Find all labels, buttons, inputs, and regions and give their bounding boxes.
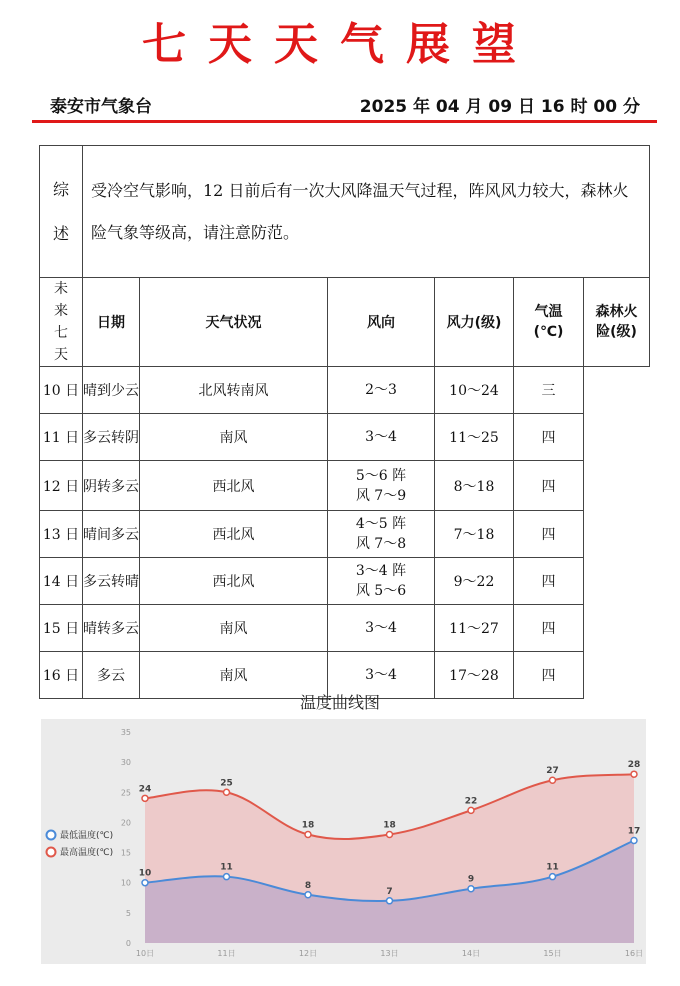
cell-temperature: 8～18 (435, 461, 514, 511)
cell-wind-direction: 南风 (140, 605, 328, 652)
cell-wind-direction: 南风 (140, 414, 328, 461)
y-tick-label: 10 (120, 878, 131, 888)
cell-fire-risk: 四 (514, 652, 584, 699)
summary-label (40, 146, 83, 278)
wind-force-line1: 3～4 阵 (355, 563, 407, 579)
data-label: 9 (467, 874, 475, 885)
header-wind-force: 风力(级) (435, 278, 514, 367)
cell-temperature: 10～24 (435, 367, 514, 414)
y-tick-label: 35 (120, 728, 131, 737)
side-char: 七 (54, 325, 68, 341)
wind-force-line1: 4～5 阵 (355, 516, 407, 532)
x-tick-label: 16日 (624, 949, 644, 958)
forecast-side-label (40, 278, 83, 367)
legend-label: 最低温度(℃) (60, 831, 114, 841)
data-label: 28 (627, 760, 641, 771)
table-row (40, 414, 650, 461)
cell-temperature: 11～25 (435, 414, 514, 461)
issuing-organization: 泰安市气象台 (50, 97, 152, 117)
header-divider (32, 120, 657, 123)
cell-temperature: 7～18 (435, 511, 514, 558)
y-tick-label: 0 (125, 939, 131, 948)
cell-weather: 晴转多云 (83, 605, 140, 652)
data-point (631, 771, 637, 777)
wind-force-line2: 风 7～8 (355, 536, 407, 552)
data-point (468, 807, 474, 813)
cell-wind-direction: 西北风 (140, 558, 328, 605)
data-point (224, 874, 230, 880)
data-point (550, 777, 556, 783)
forecast-table (39, 145, 650, 699)
y-tick-label: 5 (125, 908, 131, 918)
header-wind-direction: 风向 (328, 278, 435, 367)
x-tick-label: 10日 (135, 949, 155, 958)
cell-temperature: 17～28 (435, 652, 514, 699)
x-tick-label: 15日 (543, 949, 562, 958)
cell-wind-direction: 南风 (140, 652, 328, 699)
wind-force-line2: 风 7～9 (355, 487, 407, 504)
wind-force-line1: 3～4 (365, 667, 397, 683)
cell-wind-force (328, 558, 435, 605)
legend-marker (47, 831, 56, 840)
summary-text: 受冷空气影响，12 日前后有一次大风降温天气过程，阵风风力较大，森林火险气象等级高，请注意防范。 (83, 146, 650, 278)
data-point (387, 898, 393, 904)
header-fire-risk (584, 278, 650, 367)
side-char: 天 (54, 347, 68, 363)
x-tick-label: 13日 (380, 949, 399, 958)
table-row (40, 511, 650, 558)
wind-force-line1: 5～6 阵 (355, 467, 407, 484)
side-char: 未 (54, 281, 68, 297)
header-date: 日期 (83, 278, 140, 367)
data-label: 22 (464, 796, 478, 807)
cell-date: 16 日 (40, 652, 83, 699)
cell-wind-force (328, 511, 435, 558)
data-point (468, 886, 474, 892)
wind-force-line1: 3～4 (365, 429, 397, 445)
chart-caption: 温度曲线图 (299, 693, 380, 712)
y-tick-label: 25 (120, 788, 131, 798)
data-label: 24 (138, 784, 152, 795)
summary-row (40, 146, 650, 278)
cell-date: 13 日 (40, 511, 83, 558)
cell-weather: 晴间多云 (83, 511, 140, 558)
y-tick-label: 15 (120, 848, 131, 858)
data-point (305, 892, 311, 898)
cell-fire-risk: 四 (514, 558, 584, 605)
cell-wind-force (328, 367, 435, 414)
legend-marker (47, 848, 56, 857)
y-tick-label: 30 (120, 758, 131, 768)
x-tick-label: 11日 (217, 949, 236, 958)
data-label: 17 (627, 826, 641, 837)
data-label: 11 (546, 862, 559, 873)
cell-date: 15 日 (40, 605, 83, 652)
table-row (40, 367, 650, 414)
cell-weather: 阴转多云 (83, 461, 140, 511)
cell-wind-direction: 西北风 (140, 511, 328, 558)
header-temp-line1: 气温 (534, 304, 563, 320)
legend-label: 最高温度(℃) (60, 848, 114, 858)
header-fire-line1: 森林火 (595, 304, 638, 320)
header-temperature (514, 278, 584, 367)
cell-wind-force (328, 605, 435, 652)
data-point (142, 880, 148, 886)
cell-wind-force (328, 414, 435, 461)
cell-wind-force (328, 461, 435, 511)
cell-date: 12 日 (40, 461, 83, 511)
data-label: 10 (138, 868, 152, 879)
data-label: 27 (546, 766, 559, 777)
summary-label-top: 综 (52, 179, 69, 199)
cell-fire-risk: 三 (514, 367, 584, 414)
y-tick-label: 20 (120, 818, 131, 828)
cell-date: 11 日 (40, 414, 83, 461)
x-tick-label: 12日 (298, 949, 318, 958)
temperature-chart (41, 719, 646, 964)
data-label: 11 (220, 862, 233, 873)
table-row (40, 558, 650, 605)
table-row (40, 461, 650, 511)
cell-weather: 多云转阴 (83, 414, 140, 461)
cell-temperature: 11～27 (435, 605, 514, 652)
page-title: 七天天气展望 (142, 19, 538, 70)
data-label: 7 (386, 886, 393, 897)
cell-weather: 多云转晴 (83, 558, 140, 605)
data-point (305, 831, 311, 837)
cell-wind-direction: 北风转南风 (140, 367, 328, 414)
cell-weather: 多云 (83, 652, 140, 699)
data-point (631, 838, 637, 844)
data-point (550, 874, 556, 880)
data-point (224, 789, 230, 795)
data-point (142, 795, 148, 801)
side-char: 来 (54, 303, 68, 319)
cell-fire-risk: 四 (514, 414, 584, 461)
cell-date: 10 日 (40, 367, 83, 414)
cell-wind-direction: 西北风 (140, 461, 328, 511)
wind-force-line1: 3～4 (365, 620, 397, 636)
data-label: 25 (220, 778, 233, 789)
cell-fire-risk: 四 (514, 461, 584, 511)
x-tick-label: 14日 (461, 949, 481, 958)
header-weather: 天气状况 (140, 278, 328, 367)
header-fire-line2: 险(级) (596, 324, 637, 340)
data-label: 18 (383, 820, 396, 831)
cell-weather: 晴到少云 (83, 367, 140, 414)
wind-force-line1: 2～3 (365, 382, 397, 398)
cell-temperature: 9～22 (435, 558, 514, 605)
cell-date: 14 日 (40, 558, 83, 605)
issue-time: 2025 年 04 月 09 日 16 时 00 分 (359, 97, 640, 117)
data-label: 8 (304, 880, 312, 891)
data-point (387, 831, 393, 837)
header-temp-line2: (℃) (533, 324, 564, 340)
wind-force-line2: 风 5～6 (355, 583, 407, 599)
summary-label-bottom: 述 (52, 223, 69, 243)
table-header-row (40, 278, 650, 367)
table-row (40, 605, 650, 652)
cell-fire-risk: 四 (514, 511, 584, 558)
cell-fire-risk: 四 (514, 605, 584, 652)
data-label: 18 (301, 820, 315, 831)
